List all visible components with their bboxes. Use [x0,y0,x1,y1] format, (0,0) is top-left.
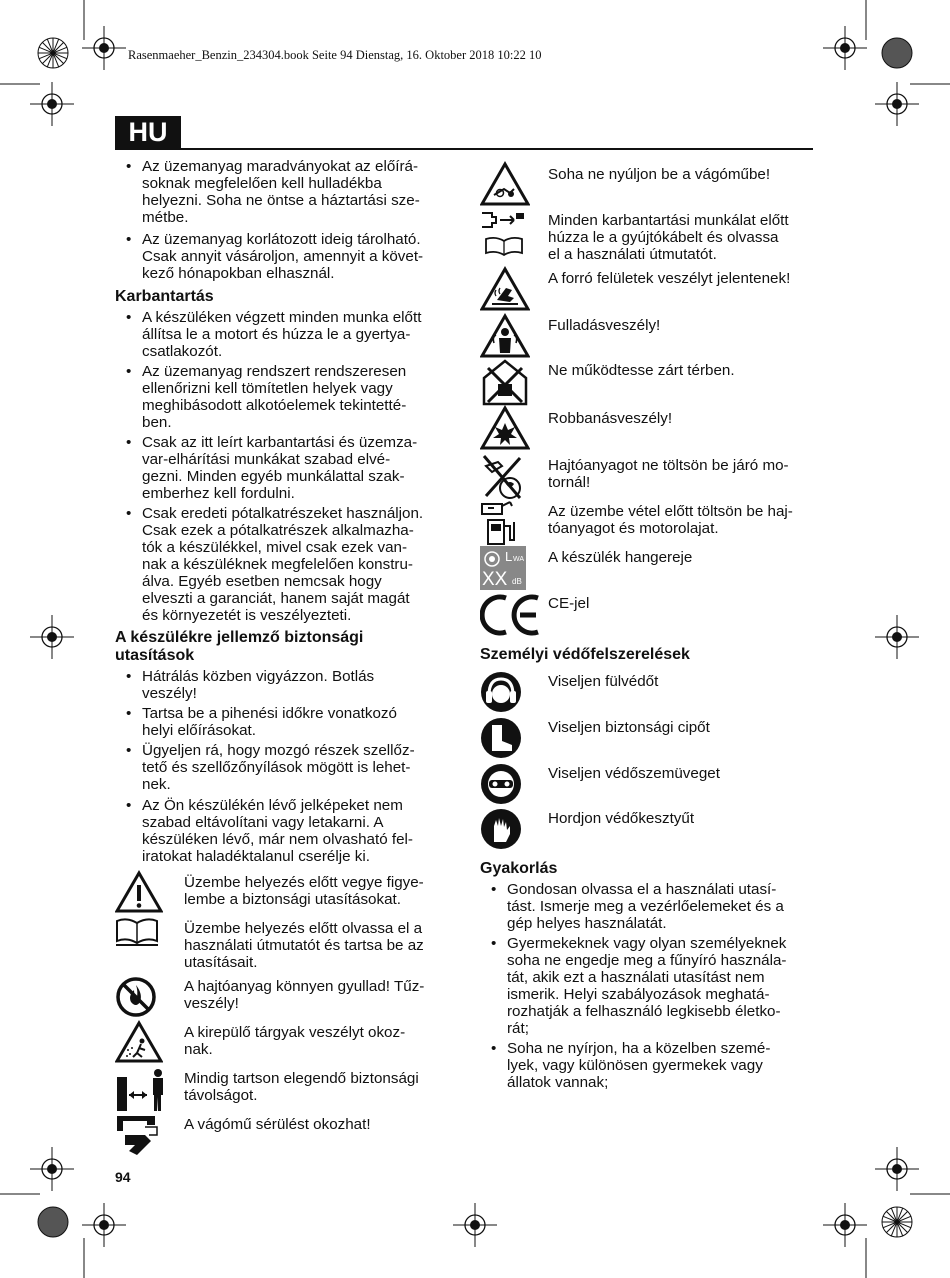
symbol-description: Mindig tartson elegendő biztonsági távolságot. [184,1070,419,1104]
list-item: • Hátrálás közben vigyázzon. Botlás veszély! [126,668,462,702]
symbol-description: A készülék hangereje [548,549,693,566]
symbol-description: Soha ne nyúljon be a vágóműbe! [548,166,771,183]
section-heading-ppe: Személyi védőfelszerelések [480,646,690,663]
suffocation-icon [480,313,530,359]
hot-surface-icon [480,266,530,312]
ce-mark-icon [480,593,542,637]
warning-triangle-icon [115,870,163,914]
sound-waves-icon [482,549,502,569]
list-item: • A készüléken végzett minden munka előtt állítsa le a motort és húzza le a gyertya- csatlakozót. [126,309,462,360]
spark-plug-manual-icon [480,209,528,259]
symbol-description: Az üzembe vétel előtt töltsön be haj- tóanyagot és motorolajat. [548,503,793,537]
gloves-icon [480,808,522,850]
symbol-description: Minden karbantartási munkálat előtt húzza le a gyújtókábelt és olvassa el a használati útmutatót. [548,212,789,263]
list-item: • Soha ne nyírjon, ha a közelben szemé- lyek, vagy különösen gyermekek vagy állatok vannak; [491,1040,827,1091]
symbol-description: Fulladásveszély! [548,317,661,334]
list-item: • Az üzemanyag maradványokat az előírá- soknak megfelelően kell hulladékba helyezni. Soha ne öntse a háztartási sze- métbe. [126,158,462,226]
symbol-description: Ne működtesse zárt térben. [548,362,735,379]
language-tab: HU [115,116,181,149]
ear-protection-icon [480,671,522,713]
open-book-icon [115,917,159,947]
symbol-description: Üzembe helyezés előtt olvassa el a használati útmutatót és tartsa be az utasításait. [184,920,424,971]
flying-objects-icon [115,1020,163,1064]
sound-badge-unit: dB [512,577,522,586]
no-enclosed-space-icon [480,358,530,406]
list-item: • Gondosan olvassa el a használati utasí- tást. Ismerje meg a vezérlőelemeket és a gép helyes használatát. [491,881,827,932]
ppe-description: Viseljen fülvédőt [548,673,659,690]
symbol-description: A kirepülő tárgyak veszélyt okoz- nak. [184,1024,406,1058]
fuel-oil-icon [480,500,526,546]
sound-level-icon [480,546,526,590]
section-heading-practice: Gyakorlás [480,860,558,877]
sound-badge-value: XX [482,569,508,590]
header-rule [115,148,813,150]
symbol-description: Hajtóanyagot ne töltsön be járó mo- tornál! [548,457,789,491]
symbol-description: A vágómű sérülést okozhat! [184,1116,371,1133]
list-item: • Az Ön készülékén lévő jelképeket nem szabad eltávolítani vagy letakarni. A készüléken lévő, már nem olvasható fel- iratokat haladéktalanul cserélje ki. [126,797,462,865]
list-item: • Csak az itt leírt karbantartási és üzemza- var-elhárítási munkákat szabad elvé- gezni. Minden egyéb munkálattal szak- emberhez kell fordulni. [126,434,462,502]
list-item: • Csak eredeti pótalkatrészeket használjon. Csak ezek a pótalkatrészek alkalmazha- tók a készülékkel, mivel csak ezek van- nak a készüléknek megfelelően konstru- álva. Egyéb esetben nemcsak hogy elveszti a garanciát, hanem saját magát és környezetét is veszélyezteti. [126,505,462,624]
safety-boots-icon [480,717,522,759]
list-item: • Gyermekeknek vagy olyan személyeknek soha ne engedje meg a fűnyíró használa- tát, akik ezt a használati utasítást nem ismerik. Helyi szabályozások meghatá- rozhatják a felhasználó legkisebb életko- rát; [491,935,827,1037]
list-item: • Ügyeljen rá, hogy mozgó részek szellőz- tető és szellőzőnyílások mögött is lehet- nek. [126,742,462,793]
blade-hand-warning-icon [480,161,530,207]
ppe-description: Viseljen védőszemüveget [548,765,720,782]
sound-badge-subscript: WA [513,556,525,563]
ppe-description: Viseljen biztonsági cipőt [548,719,710,736]
symbol-description: Robbanásveszély! [548,410,673,427]
safety-goggles-icon [480,763,522,805]
list-item: • Az üzemanyag rendszert rendszeresen ellenőrizni kell tömítetlen helyek vagy meghibásodott alkotóelemek tekintetté- ben. [126,363,462,431]
symbol-description: Üzembe helyezés előtt vegye figye- lembe a biztonsági utasításokat. [184,874,424,908]
no-fire-icon [115,976,157,1018]
section-heading-safety: A készülékre jellemző biztonsági utasítások [115,629,364,664]
page-number: 94 [115,1169,131,1185]
symbol-description: A hajtóanyag könnyen gyullad! Tűz- veszély! [184,978,425,1012]
ppe-description: Hordjon védőkesztyűt [548,810,695,827]
list-item: • Tartsa be a pihenési időkre vonatkozó helyi előírásokat. [126,705,462,739]
safety-distance-icon [115,1067,167,1113]
explosion-icon [480,405,530,451]
list-item: • Az üzemanyag korlátozott ideig tárolható. Csak annyit vásároljon, amennyit a követ- kező hónapokban elhasznál. [126,231,462,282]
running-head: Rasenmaeher_Benzin_234304.book Seite 94 Dienstag, 16. Oktober 2018 10:22 10 [128,48,542,62]
blade-injury-icon [115,1113,161,1159]
symbol-description: CE-jel [548,595,590,612]
section-heading-maintenance: Karbantartás [115,288,214,305]
symbol-description: A forró felületek veszélyt jelentenek! [548,270,791,287]
sound-badge-symbol: L [505,549,513,564]
no-refuel-running-icon [480,452,526,502]
